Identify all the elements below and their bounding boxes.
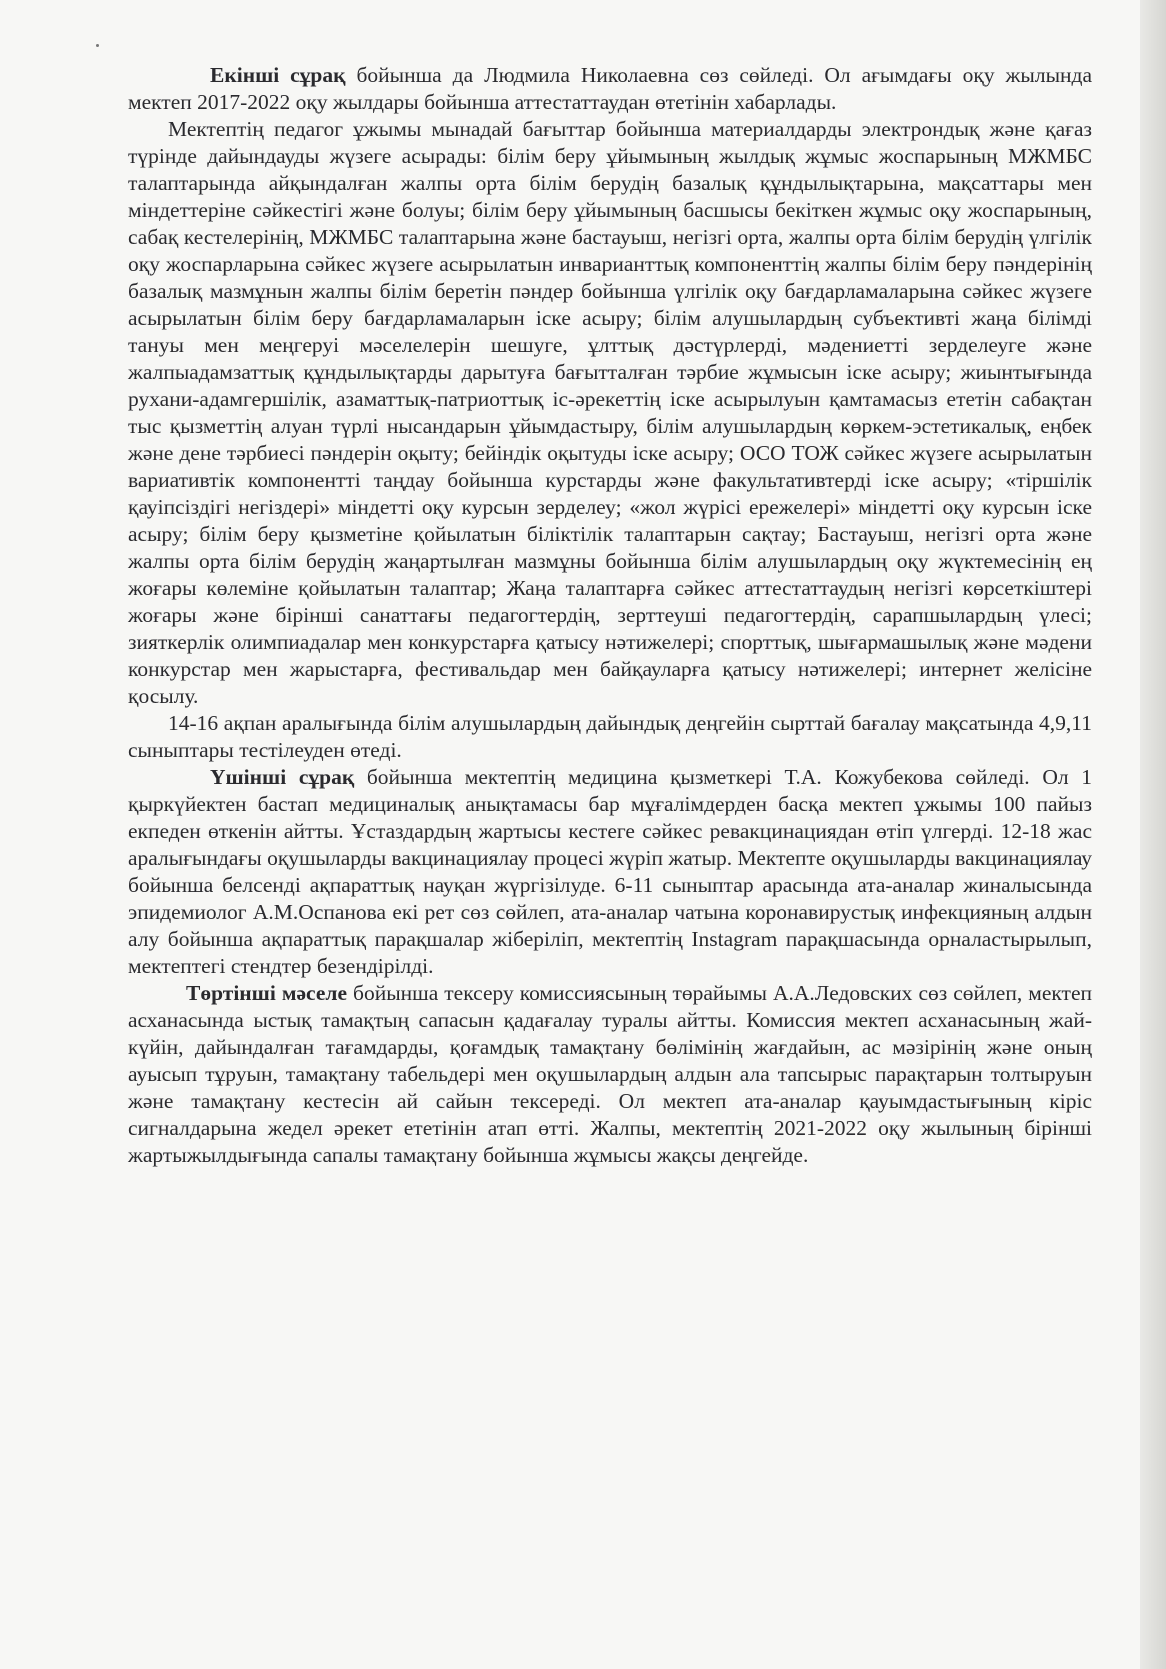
paragraph-fourth-issue: [128, 980, 1092, 1169]
page-edge-shadow: [1140, 0, 1166, 1669]
paragraph-heading: Төртінші мәселе: [186, 981, 347, 1005]
paragraph-third-question: [128, 764, 1092, 980]
paragraph-text: бойынша мектептің медицина қызметкері Т.А. Кожубекова сөйледі. Ол 1 қыркүйектен бастап медициналық анықтамасы бар мұғалімдерден басқа мектеп ұжымы 100 пайыз екпеден өткенін айтты. Ұстаздардың жартысы кестеге сәйкес ревакцинациядан өтіп үлгерді. 12-18 жас аралығындағы оқушыларды вакцинациялау процесі жүріп жатыр. Мектепте оқушыларды вакцинациялау бойынша белсенді ақпараттық науқан жүргізілуде. 6-11 сыныптар арасында ата-аналар жиналысында эпидемиолог А.М.Оспанова екі рет сөз сөйлеп, ата-аналар чатына коронавирустық инфекцияның алдын алу бойынша ақпараттық парақшалар жіберіліп, мектептің Instagram парақшасында орналастырылып, мектептегі стендтер безендірілді.: [128, 765, 1093, 978]
paragraph-text: бойынша да Людмила Николаевна сөз сөйледі. Ол ағымдағы оқу жылында мектеп 2017-2022 оқу жылдары бойынша аттестаттаудан өтетінін хабарлады.: [128, 63, 1092, 114]
document-body: [128, 62, 1092, 1169]
paragraph-second-question: [128, 62, 1092, 116]
paragraph-heading: Үшінші сұрақ: [210, 765, 355, 789]
paragraph-testing: [128, 710, 1092, 764]
paragraph-heading: Екінші сұрақ: [210, 63, 346, 87]
paragraph-text: Мектептің педагог ұжымы мынадай бағыттар бойынша материалдарды электрондық және қағаз түрінде дайындауды жүзеге асырады: білім беру ұйымының жылдық жұмыс жоспарының МЖМБС талаптарында айқындалған жалпы орта білім берудің базалық құндылықтарына, мақсаттары мен міндеттеріне сәйкестігі және болуы; білім беру ұйымының басшысы бекіткен жұмыс оқу жоспарының, сабақ кестелерінің, МЖМБС талаптарына және бастауыш, негізгі орта, жалпы орта білім берудің үлгілік оқу жоспарларына сәйкес жүзеге асырылатын инварианттық компоненттің жалпы білім беру пәндерінің базалық мазмұнын жалпы білім беретін пәндер бойынша үлгілік оқу бағдарламаларына сәйкес жүзеге асырылатын білім беру бағдарламаларын іске асыру; білім алушылардың субъективті жаңа білімді тануы мен меңгеруі мәселелерін шешуге, ұлттық дәстүрлерді, мәдениетті зерделеуге және жалпыадамзаттық құндылықтарды дарытуға бағытталған тәрбие жұмысын іске асыру; жиынтығында рухани-адамгершілік, азаматтық-патриоттық іс-әрекеттің іске асырылуын қамтамасыз ететін сабақтан тыс қызметтің алуан түрлі нысандарын ұйымдастыру, білім алушылардың көркем-эстетикалық, еңбек және дене тәрбиесі пәндерін оқыту; бейіндік оқытуды іске асыру; ОСО ТОЖ сәйкес жүзеге асырылатын вариативтік компонентті таңдау бойынша курстарды және факультативтерді іске асыру; «тіршілік қауіпсіздігі негіздері» міндетті оқу курсын зерделеу; «жол жүрісі ережелері» міндетті оқу курсын іске асыру; білім беру қызметіне қойылатын біліктілік талаптарын сақтау; Бастауыш, негізгі орта және жалпы орта білім берудің жаңартылған мазмұны бойынша білім алушылардың оқу жүктемесінің ең жоғары көлеміне қойылатын талаптар; Жаңа талаптарға сәйкес аттестаттаудың негізгі көрсеткіштері жоғары және бірінші санаттағы педагогтердің, зерттеуші педагогтердің, сарапшылардың үлесі; зияткерлік олимпиадалар мен конкурстарға қатысу нәтижелері; спорттық, шығармашылық және мәдени конкурстар мен жарыстарға, фестивальдар мен байқауларға қатысу нәтижелері; интернет желісіне қосылу.: [128, 117, 1092, 708]
paragraph-text: 14-16 ақпан аралығында білім алушылардың дайындық деңгейін сырттай бағалау мақсатында 4,9,11 сыныптары тестілеуден өтеді.: [128, 711, 1092, 762]
scan-speck: [96, 44, 99, 47]
paragraph-staff-materials: [128, 116, 1092, 710]
paragraph-text: бойынша тексеру комиссиясының төрайымы А.А.Ледовских сөз сөйлеп, мектеп асханасында ыстық тамақтың сапасын қадағалау туралы айтты. Комиссия мектеп асханасының жай-күйін, дайындалған тағамдарды, қоғамдық тамақтану бөлімінің жағдайын, ас мәзірінің және оның ауысып тұруын, тамақтану табельдері мен оқушылардың алдын ала тапсырыс парақтарын толтыруын және тамақтану кестесін ай сайын тексереді. Ол мектеп ата-аналар қауымдастығының кіріс сигналдарына жедел әрекет ететінін атап өтті. Жалпы, мектептің 2021-2022 оқу жылының бірінші жартыжылдығында сапалы тамақтану бойынша жұмысы жақсы деңгейде.: [128, 981, 1092, 1167]
